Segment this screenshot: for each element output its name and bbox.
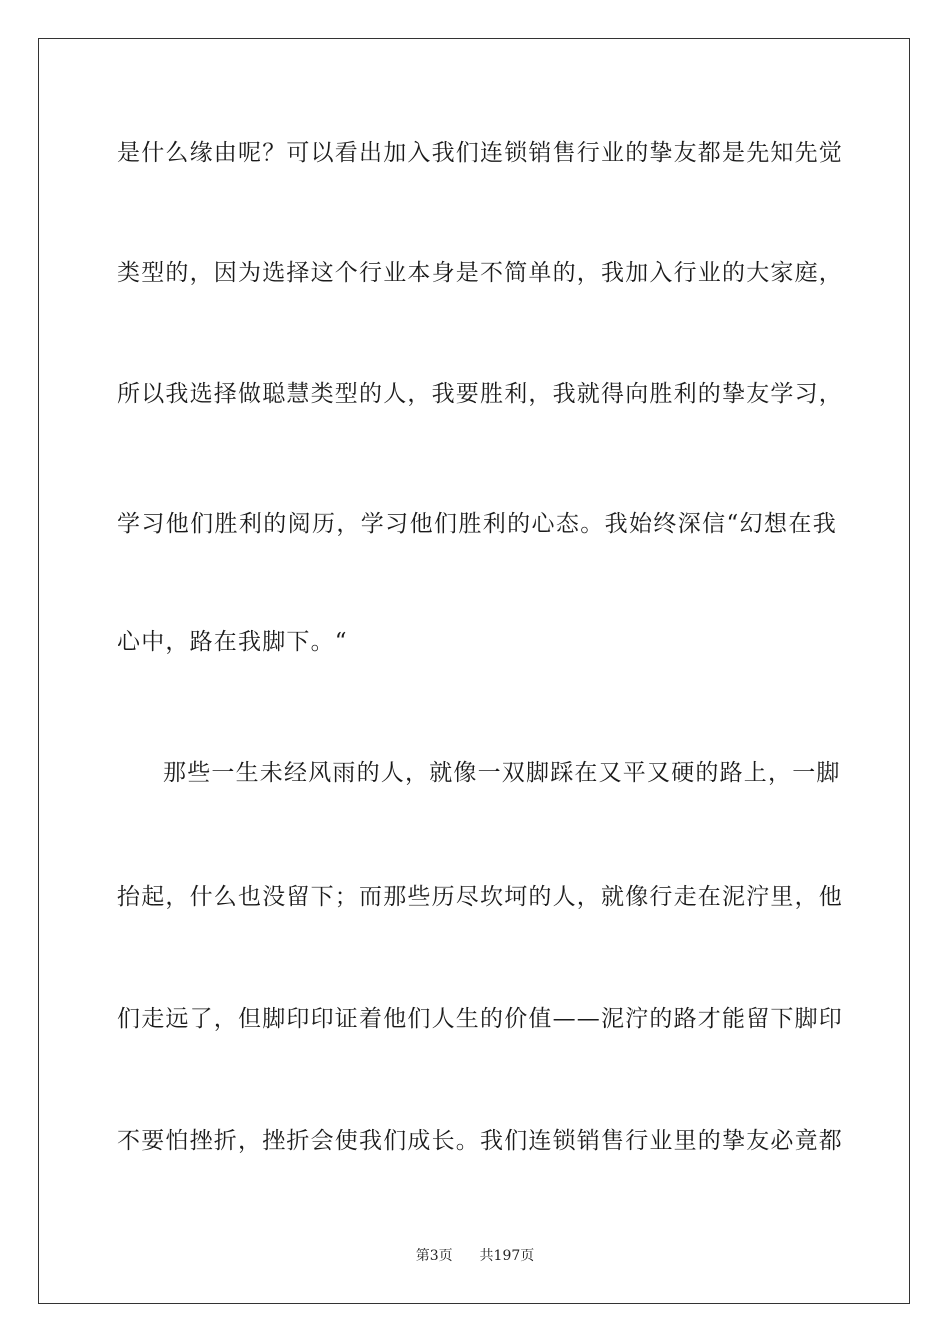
page-border bbox=[38, 38, 910, 1304]
body-text-line: 心中，路在我脚下。“ bbox=[117, 629, 348, 655]
body-text-line: 抬起，什么也没留下；而那些历尽坎坷的人，就像行走在泥泞里，他 bbox=[117, 884, 843, 910]
body-text-line: 学习他们胜利的阅历，学习他们胜利的心态。我始终深信“幻想在我 bbox=[117, 511, 837, 537]
body-text-line: 类型的，因为选择这个行业本身是不简单的，我加入行业的大家庭， bbox=[117, 260, 843, 286]
body-text-line: 是什么缘由呢？可以看出加入我们连锁销售行业的挚友都是先知先觉 bbox=[117, 140, 843, 166]
page-footer bbox=[0, 1247, 950, 1265]
page-number: 第3页 bbox=[415, 1248, 453, 1264]
body-text-line: 所以我选择做聪慧类型的人，我要胜利，我就得向胜利的挚友学习， bbox=[117, 381, 843, 407]
body-text-line: 那些一生未经风雨的人，就像一双脚踩在又平又硬的路上，一脚 bbox=[163, 760, 841, 786]
body-text-line: 不要怕挫折，挫折会使我们成长。我们连锁销售行业里的挚友必竟都 bbox=[117, 1128, 843, 1154]
body-text-line: 们走远了，但脚印印证着他们人生的价值——泥泞的路才能留下脚印 bbox=[117, 1006, 843, 1032]
page-total: 共197页 bbox=[479, 1248, 535, 1264]
